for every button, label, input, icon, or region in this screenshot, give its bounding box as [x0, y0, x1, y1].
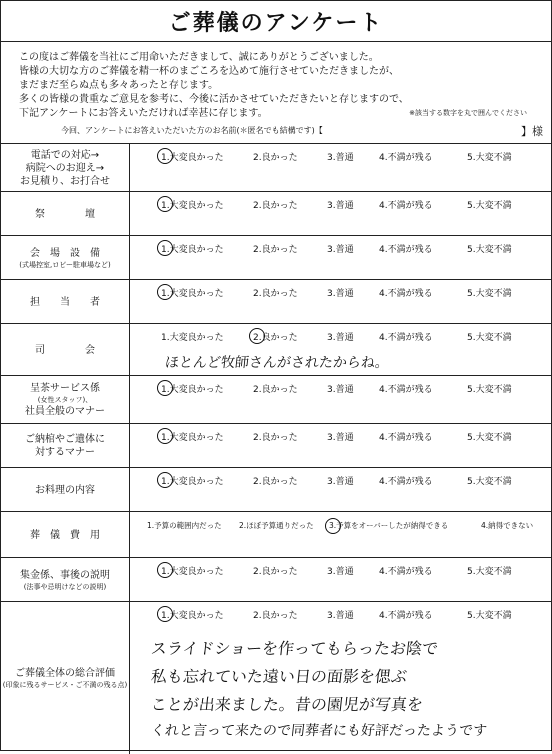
question-label	[1, 558, 130, 602]
rating-option[interactable]: 3.普通	[327, 245, 354, 255]
rating-option[interactable]: 1.大変良かった	[161, 385, 224, 395]
question-label-line: 呈茶サービス係	[30, 383, 100, 394]
question-sublabel: (印象に残るサービス・ご不満の残る点)	[2, 680, 128, 689]
question-label-line: 担 当 者	[30, 296, 100, 308]
rating-option[interactable]: 4.不満が残る	[379, 477, 433, 487]
question-label-line: 祭 壇	[35, 208, 95, 220]
intro-line: この度はご葬儀を当社にご用命いただきまして、誠にありがとうございました。	[19, 52, 379, 63]
rating-option[interactable]: 2.良かった	[253, 245, 298, 255]
rating-option[interactable]: 3.予算をオーバーしたが納得できる	[329, 521, 449, 530]
question-label-line: 会 場 設 備	[30, 247, 100, 259]
question-label-line: お料理の内容	[35, 484, 95, 496]
rating-option[interactable]: 1.大変良かった	[161, 477, 224, 487]
rating-option[interactable]: 4.不満が残る	[379, 153, 433, 163]
rating-option[interactable]: 5.大変不満	[467, 289, 512, 299]
rating-option[interactable]: 2.良かった	[253, 201, 298, 211]
selected-circle	[325, 518, 341, 534]
rating-option[interactable]: 1.予算の範囲内だった	[147, 521, 222, 530]
rating-option[interactable]: 1.大変良かった	[161, 611, 224, 621]
question-row	[1, 143, 551, 192]
rating-option[interactable]: 2.良かった	[253, 289, 298, 299]
selected-circle	[157, 240, 173, 256]
rating-option[interactable]: 4.不満が残る	[379, 611, 433, 621]
handwritten-comment-line: スライドショーを作ってもらったお陰で	[149, 639, 440, 658]
rating-option[interactable]: 5.大変不満	[467, 477, 512, 487]
selected-circle	[157, 148, 173, 164]
rating-option[interactable]: 4.不満が残る	[379, 433, 433, 443]
question-label	[1, 236, 130, 280]
rating-option[interactable]: 2.良かった	[253, 611, 298, 621]
rating-option[interactable]: 2.ほぼ予算通りだった	[239, 521, 314, 530]
name-prompt: 今回、アンケートにお答えいただいた方のお名前(＊匿名でも結構です)【	[61, 126, 323, 135]
rating-option[interactable]: 3.普通	[327, 153, 354, 163]
handwritten-comment: ほとんど牧師さんがされたからね。	[164, 355, 390, 371]
rating-option[interactable]: 1.大変良かった	[161, 289, 224, 299]
rating-option[interactable]: 3.普通	[327, 611, 354, 621]
question-label	[1, 192, 130, 236]
intro-line: 皆様の大切な方のご葬儀を精一杯のまごころを込めて施行させていただきましたが、	[19, 66, 399, 77]
question-row	[1, 467, 551, 512]
rating-option[interactable]: 2.良かった	[253, 477, 298, 487]
question-label-line: 対するマナー	[35, 447, 95, 458]
intro-line: まだまだ至らぬ点も多々あったと存じます。	[19, 80, 219, 91]
handwritten-comment-line: 私も忘れていた遠い日の面影を偲ぶ	[149, 667, 408, 686]
question-row	[1, 191, 551, 236]
instruction-note: ※該当する数字を丸で囲んでください	[409, 109, 527, 117]
title-bar	[1, 1, 551, 42]
question-label	[1, 602, 130, 754]
selected-circle	[157, 428, 173, 444]
selected-circle	[157, 284, 173, 300]
question-label-line: 司 会	[35, 344, 95, 356]
rating-option[interactable]: 3.普通	[327, 477, 354, 487]
intro-line: 多くの皆様の貴重なご意見を参考に、今後に活かさせていただきたいと存じますので、	[19, 94, 409, 105]
question-row	[1, 323, 551, 376]
question-label	[1, 280, 130, 324]
question-label-line: 病院へのお迎え→	[25, 162, 105, 174]
rating-option[interactable]: 4.納得できない	[481, 521, 534, 530]
page-title: ご葬儀のアンケート	[168, 10, 384, 36]
question-label	[1, 144, 130, 192]
question-label	[1, 376, 130, 424]
question-row	[1, 279, 551, 324]
rating-option[interactable]: 3.普通	[327, 433, 354, 443]
rating-option[interactable]: 2.良かった	[253, 433, 298, 443]
rating-option[interactable]: 1.大変良かった	[161, 201, 224, 211]
rating-option[interactable]: 3.普通	[327, 385, 354, 395]
question-sublabel: (法事や忌明けなどの説明)	[23, 582, 107, 591]
question-sublabel: (式場控室,ロビー駐車場など)	[19, 260, 111, 269]
rating-option[interactable]: 4.不満が残る	[379, 289, 433, 299]
rating-option[interactable]: 1.大変良かった	[161, 153, 224, 163]
selected-circle	[157, 472, 173, 488]
rating-option[interactable]: 5.大変不満	[467, 245, 512, 255]
rating-option[interactable]: 1.大変良かった	[161, 245, 224, 255]
question-label	[1, 512, 130, 558]
rating-option[interactable]: 2.良かった	[253, 153, 298, 163]
rating-option[interactable]: 1.大変良かった	[161, 567, 224, 577]
rating-option[interactable]: 5.大変不満	[467, 333, 512, 343]
rating-option[interactable]: 3.普通	[327, 333, 354, 343]
question-sublabel: (女性スタッフ)、	[37, 396, 93, 404]
intro-line: 下記アンケートにお答えいただければ幸甚に存じます。	[19, 108, 268, 119]
question-label	[1, 468, 130, 512]
rating-option[interactable]: 2.良かった	[253, 385, 298, 395]
rating-option[interactable]: 2.良かった	[253, 333, 298, 343]
selected-circle	[157, 606, 173, 622]
selected-circle	[157, 380, 173, 396]
question-label-line: 集金係、事後の説明	[20, 569, 110, 581]
question-label-line: ご葬儀全体の総合評価	[15, 667, 115, 679]
rating-option[interactable]: 3.普通	[327, 201, 354, 211]
question-label-line: 葬 儀 費 用	[30, 529, 100, 541]
handwritten-comment-line: ことが出来ました。昔の園児が写真を	[149, 695, 424, 714]
question-row	[1, 601, 551, 754]
rating-option[interactable]: 5.大変不満	[467, 433, 512, 443]
rating-option[interactable]: 4.不満が残る	[379, 333, 433, 343]
rating-option[interactable]: 4.不満が残る	[379, 245, 433, 255]
question-row	[1, 375, 551, 424]
question-row	[1, 511, 551, 558]
question-label-line: ご納棺やご遺体に	[25, 434, 105, 445]
question-label	[1, 424, 130, 468]
question-label-line: お見積り、お打合せ	[20, 175, 110, 187]
rating-option[interactable]: 1.大変良かった	[161, 333, 224, 343]
rating-option[interactable]: 5.大変不満	[467, 611, 512, 621]
rating-option[interactable]: 5.大変不満	[467, 153, 512, 163]
name-suffix: 】様	[521, 125, 543, 138]
handwritten-comment-line: くれと言って来たので同葬者にも好評だったようです	[150, 723, 488, 739]
question-label	[1, 324, 130, 376]
question-row	[1, 557, 551, 602]
rating-option[interactable]: 5.大変不満	[467, 385, 512, 395]
question-row	[1, 235, 551, 280]
rating-option[interactable]: 1.大変良かった	[161, 433, 224, 443]
selected-circle	[157, 196, 173, 212]
rating-option[interactable]: 5.大変不満	[467, 201, 512, 211]
rating-option[interactable]: 3.普通	[327, 567, 354, 577]
rating-option[interactable]: 4.不満が残る	[379, 385, 433, 395]
question-row	[1, 423, 551, 468]
selected-circle	[157, 562, 173, 578]
selected-circle	[249, 328, 265, 344]
question-label-line: 社員全般のマナー	[25, 406, 105, 417]
rating-option[interactable]: 4.不満が残る	[379, 567, 433, 577]
rating-option[interactable]: 3.普通	[327, 289, 354, 299]
rating-option[interactable]: 5.大変不満	[467, 567, 512, 577]
rating-option[interactable]: 4.不満が残る	[379, 201, 433, 211]
rating-option[interactable]: 2.良かった	[253, 567, 298, 577]
question-label-line: 電話での対応→	[30, 149, 100, 161]
